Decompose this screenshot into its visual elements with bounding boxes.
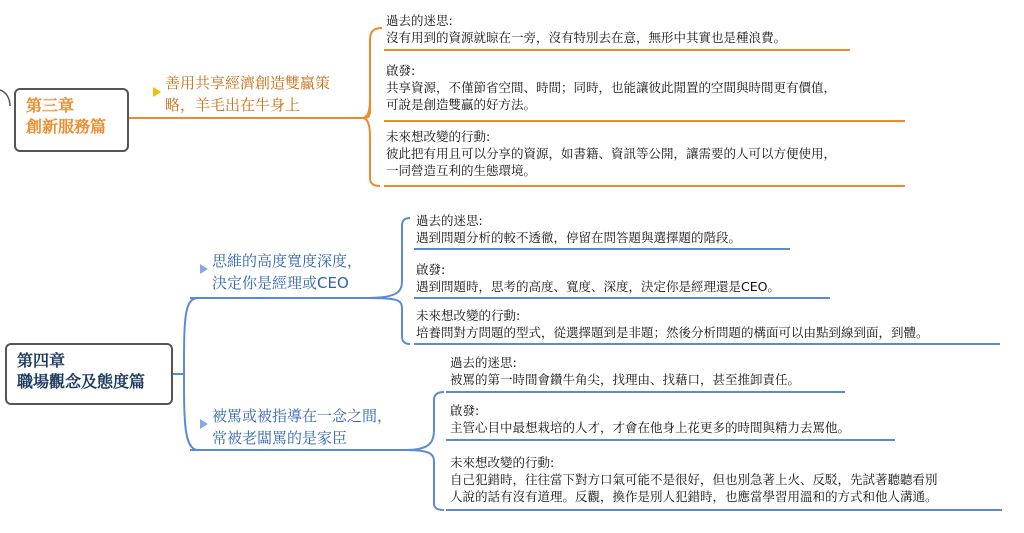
leaf-heading: 啟發: bbox=[386, 63, 416, 78]
leaf-heading: 未來想改變的行動: bbox=[386, 129, 491, 144]
chapter3-node[interactable] bbox=[14, 88, 129, 152]
leaf-text: 遇到問題分析的較不透徹，停留在問答題與選擇題的階段。 bbox=[416, 230, 742, 245]
branch-arrow-icon bbox=[200, 419, 208, 429]
leaf-text: 一同營造互利的生態環境。 bbox=[386, 163, 537, 178]
chapter3-title-line1: 第三章 bbox=[26, 96, 75, 115]
leaf-node[interactable] bbox=[386, 128, 836, 179]
chapter4-branch-1[interactable] bbox=[212, 250, 392, 294]
branch-line: 思維的高度寬度深度， bbox=[212, 252, 363, 270]
leaf-node[interactable] bbox=[416, 307, 929, 341]
leaf-heading: 未來想改變的行動: bbox=[416, 308, 521, 323]
leaf-node[interactable] bbox=[450, 454, 938, 505]
leaf-heading: 過去的迷思: bbox=[416, 213, 483, 228]
leaf-node[interactable] bbox=[450, 354, 800, 388]
leaf-text: 沒有用到的資源就晾在一旁，沒有特別去在意，無形中其實也是種浪費。 bbox=[386, 30, 787, 45]
branch-line: 善用共享經濟創造雙贏策 bbox=[165, 74, 331, 92]
chapter3-title-line2: 創新服務篇 bbox=[26, 117, 107, 136]
leaf-text: 培養問對方問題的型式，從選擇題到是非題；然後分析問題的構面可以由點到線到面，到體。 bbox=[416, 325, 929, 340]
leaf-text: 彼此把有用且可以分享的資源，如書籍、資訊等公開，讓需要的人可以方便使用， bbox=[386, 146, 837, 161]
chapter4-title-line1: 第四章 bbox=[17, 351, 66, 370]
leaf-heading: 過去的迷思: bbox=[450, 355, 517, 370]
leaf-heading: 過去的迷思: bbox=[386, 13, 453, 28]
chapter3-branch[interactable] bbox=[165, 72, 365, 116]
leaf-node[interactable] bbox=[416, 261, 780, 295]
leaf-node[interactable] bbox=[416, 212, 741, 246]
leaf-text: 主管心目中最想栽培的人才，才會在他身上花更多的時間與精力去罵他。 bbox=[450, 420, 851, 435]
branch-line: 決定你是經理或CEO bbox=[212, 274, 349, 292]
leaf-text: 遇到問題時，思考的高度、寬度、深度，決定你是經理還是CEO。 bbox=[416, 279, 780, 294]
branch-line: 被罵或被指導在一念之間， bbox=[212, 407, 393, 425]
leaf-text: 可說是創造雙贏的好方法。 bbox=[386, 97, 537, 112]
leaf-node[interactable] bbox=[450, 402, 850, 436]
leaf-text: 人說的話有沒有道理。反觀，換作是別人犯錯時，也應當學習用溫和的方式和他人溝通。 bbox=[450, 489, 938, 504]
branch-line: 略，羊毛出在牛身上 bbox=[165, 96, 301, 114]
leaf-heading: 啟發: bbox=[450, 403, 480, 418]
leaf-text: 被罵的第一時間會鑽牛角尖，找理由、找藉口，甚至推卸責任。 bbox=[450, 372, 801, 387]
branch-arrow-icon bbox=[200, 264, 208, 274]
leaf-text: 自己犯錯時，往往當下對方口氣可能不是很好，但也別急著上火、反駁，先試著聽聽看別 bbox=[450, 472, 938, 487]
leaf-text: 共享資源，不僅節省空間、時間；同時，也能讓彼此閒置的空間與時間更有價值， bbox=[386, 80, 837, 95]
chapter4-branch-2[interactable] bbox=[212, 405, 422, 449]
leaf-node[interactable] bbox=[386, 62, 836, 113]
branch-line: 常被老闆罵的是家臣 bbox=[212, 429, 348, 447]
leaf-heading: 啟發: bbox=[416, 262, 446, 277]
branch-arrow-icon bbox=[153, 87, 161, 97]
leaf-node[interactable] bbox=[386, 12, 786, 46]
chapter4-node[interactable] bbox=[5, 343, 173, 405]
leaf-heading: 未來想改變的行動: bbox=[450, 455, 555, 470]
chapter4-title-line2: 職場觀念及態度篇 bbox=[17, 372, 146, 391]
